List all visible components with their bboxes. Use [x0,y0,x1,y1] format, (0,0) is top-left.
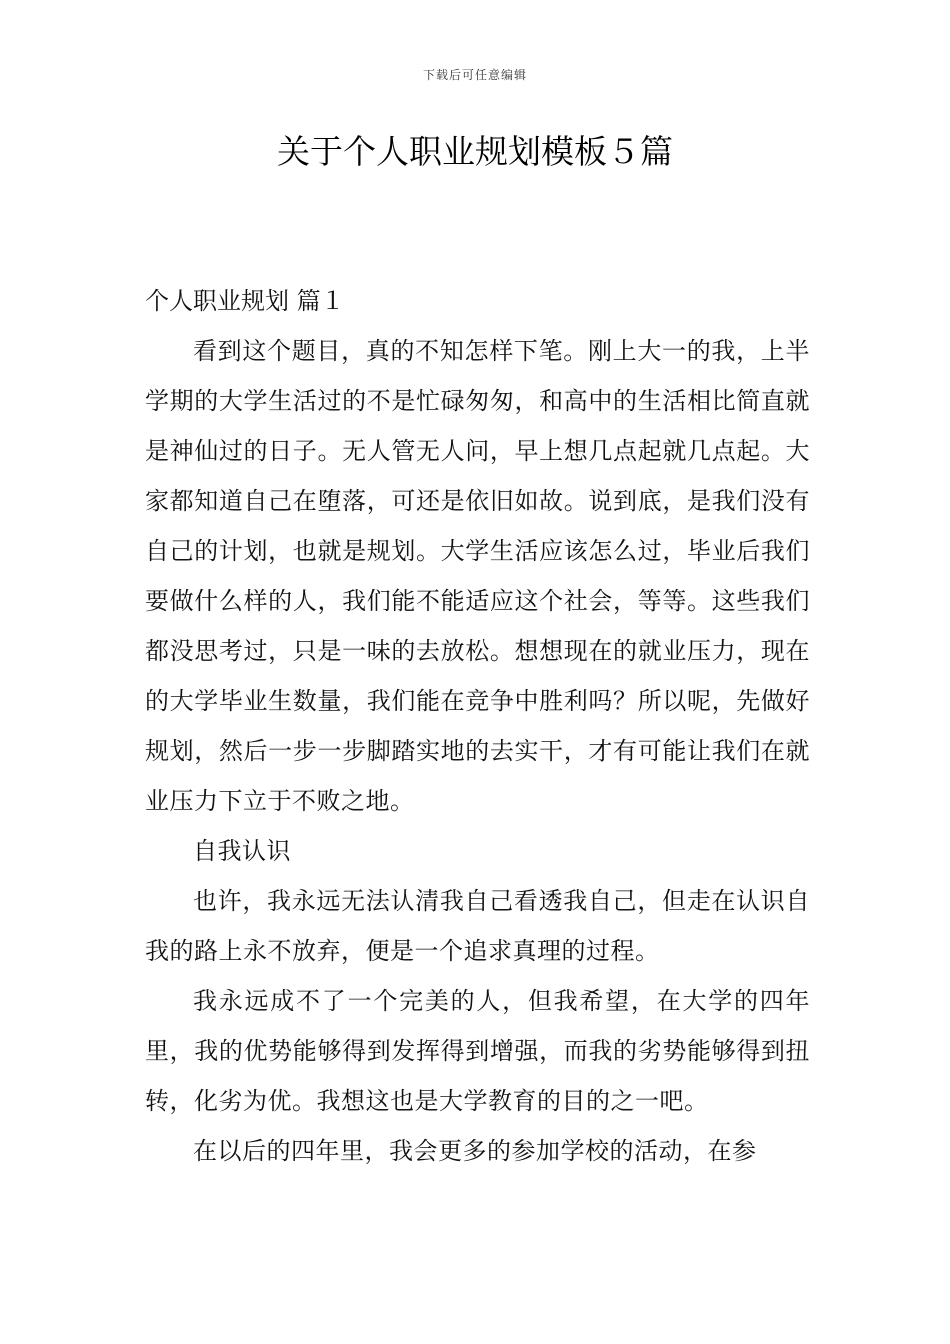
paragraph-hope: 我永远成不了一个完美的人，但我希望，在大学的四年里，我的优势能够得到发挥得到增强，而我的劣势能够得到扭转，化劣为优。我想这也是大学教育的目的之一吧。 [145,987,810,1115]
paragraph-self-knowledge: 也许，我永远无法认清我自己看透我自己，但走在认识自我的路上永不放弃，便是一个追求真理的过程。 [145,887,810,965]
paragraph-intro: 看到这个题目，真的不知怎样下笔。刚上大一的我，上半学期的大学生活过的不是忙碌匆匆，和高中的生活相比简直就是神仙过的日子。无人管无人问，早上想几点起就几点起。大家都知道自己在堕落，可还是依旧如故。说到底，是我们没有自己的计划，也就是规划。大学生活应该怎么过，毕业后我们要做什么样的人，我们能不能适应这个社会，等等。这些我们都没思考过，只是一味的去放松。想想现在的就业压力，现在的大学毕业生数量，我们能在竞争中胜利吗？所以呢，先做好规划，然后一步一步脚踏实地的去实干，才有可能让我们在就业压力下立于不败之地。 [145,337,810,815]
document-title: 关于个人职业规划模板５篇 [277,132,673,171]
header-note: 下载后可任意编辑 [422,68,527,82]
section-heading: 个人职业规划 篇１ [145,287,345,315]
paragraph-activities: 在以后的四年里，我会更多的参加学校的活动，在参 [193,1137,757,1165]
subheading-self-knowledge: 自我认识 [193,837,291,865]
document-body [145,276,810,1176]
